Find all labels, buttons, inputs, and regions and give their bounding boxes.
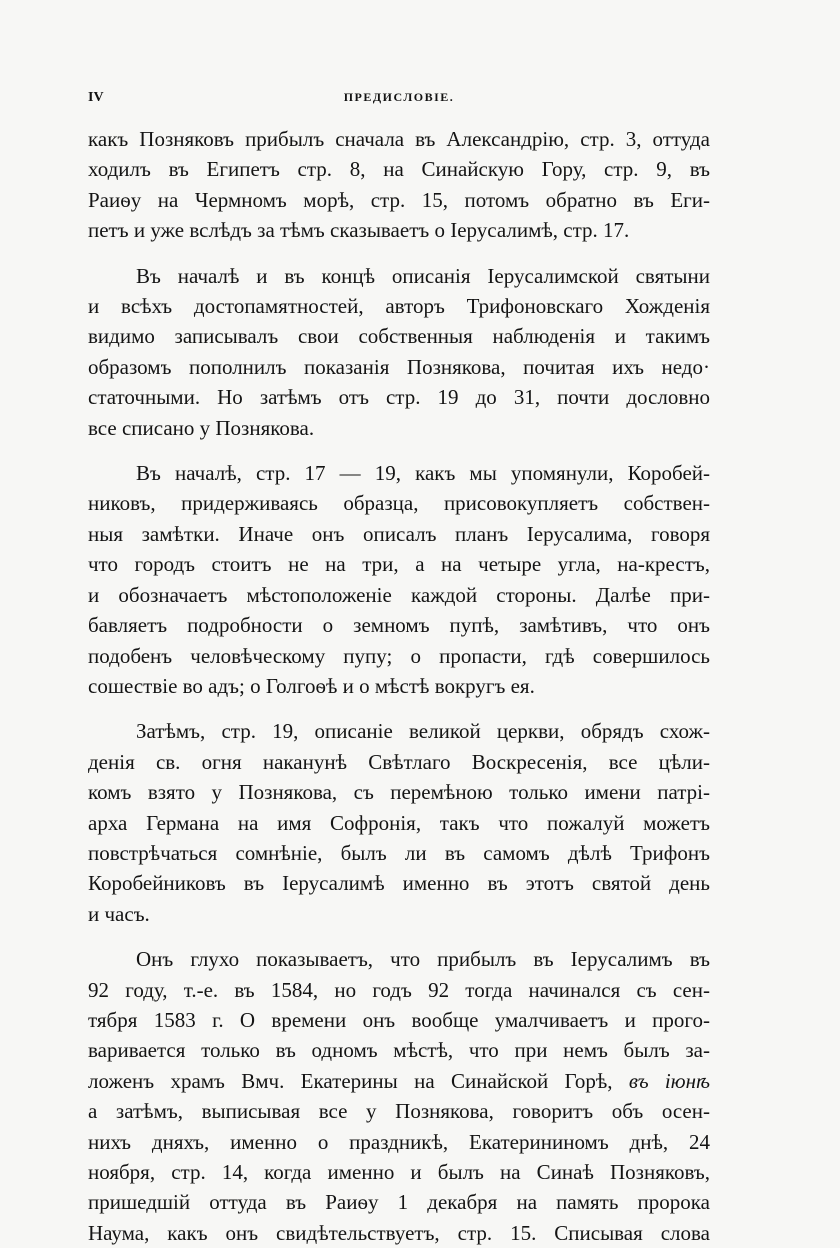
text-line: подобенъ человѣческому пупу; о пропасти, гдѣ совершилось: [88, 643, 710, 668]
text-line: тября 1583 г. О времени онъ вообще умалчиваетъ и прого-: [88, 1007, 710, 1032]
italic-phrase: въ іюнѣ: [628, 1068, 710, 1093]
text-line: [88, 1066, 710, 1096]
text-line: Затѣмъ, стр. 19, описаніе великой церкви, обрядъ схож-: [136, 719, 710, 744]
text-line: никовъ, придерживаясь образца, присовокупляетъ собствен-: [88, 491, 710, 516]
text-line: 92 году, т.-е. въ 1584, но годъ 92 тогда начинался съ сен-: [88, 977, 710, 1002]
text-line: Наума, какъ онъ свидѣтельствуетъ, стр. 15. Списывая слова: [88, 1220, 710, 1245]
text-line: Раиѳу на Чермномъ морѣ, стр. 15, потомъ обратно въ Еги-: [88, 187, 710, 212]
text-line: сошествіе во адъ; о Голгоѳѣ и о мѣстѣ вокругъ ея.: [88, 673, 535, 698]
text-line: и обозначаетъ мѣстоположеніе каждой стороны. Далѣе при-: [88, 582, 710, 607]
page-number: IV: [88, 90, 104, 105]
paragraph: [88, 124, 710, 246]
text-line-segment: ложенъ храмъ Вмч. Екатерины на Синайской Горѣ,: [88, 1068, 613, 1093]
body-text: [88, 124, 710, 1248]
text-line: а затѣмъ, выписывая все у Познякова, говоритъ объ осен-: [88, 1099, 710, 1124]
text-line: ходилъ въ Египетъ стр. 8, на Синайскую Гору, стр. 9, въ: [88, 157, 710, 182]
text-line: и часъ.: [88, 901, 150, 926]
paragraph: [88, 944, 710, 1248]
paragraph: [88, 261, 710, 443]
text-line: что городъ стоитъ не на три, а на четыре угла, на-крестъ,: [88, 552, 710, 577]
text-line: арха Германа на имя Софронія, такъ что пожалуй можетъ: [88, 810, 710, 835]
text-line: Въ началѣ, стр. 17 — 19, какъ мы упомянули, Коробей-: [136, 461, 710, 486]
text-line: статочными. Но затѣмъ отъ стр. 19 до 31, почти дословно: [88, 385, 710, 410]
paragraph: [88, 458, 710, 701]
text-line: видимо записывалъ свои собственныя наблюденія и такимъ: [88, 324, 710, 349]
page-header: [88, 90, 710, 114]
text-line: ноября, стр. 14, когда именно и былъ на Синаѣ Позняковъ,: [88, 1160, 710, 1184]
text-line: Въ началѣ и въ концѣ описанія Іерусалимской святыни: [136, 263, 710, 288]
text-line: нихъ дняхъ, именно о праздникѣ, Екатерининомъ днѣ, 24: [88, 1129, 710, 1154]
text-line: денія св. огня наканунѣ Свѣтлаго Воскресенія, все цѣли-: [88, 749, 710, 774]
text-line: повстрѣчаться сомнѣніе, былъ ли въ самомъ дѣлѣ Трифонъ: [88, 840, 710, 865]
text-line: Онъ глухо показываетъ, что прибылъ въ Іерусалимъ въ: [136, 947, 710, 972]
text-line: бавляетъ подробности о земномъ пупѣ, замѣтивъ, что онъ: [88, 613, 710, 638]
paragraph: [88, 716, 710, 929]
text-line: комъ взято у Познякова, съ перемѣною только имени патрі-: [88, 780, 710, 805]
text-line: пришедшій оттуда въ Раиѳу 1 декабря на память пророка: [88, 1190, 710, 1215]
text-line: петъ и уже вслѣдъ за тѣмъ сказываетъ о Іерусалимѣ, стр. 17.: [88, 218, 630, 243]
running-title: ПРЕДИСЛОВІЕ.: [343, 90, 455, 104]
text-line: образомъ пополнилъ показанія Познякова, почитая ихъ недо·: [88, 354, 710, 379]
text-line: все списано у Познякова.: [88, 415, 315, 440]
text-line: ныя замѣтки. Иначе онъ описалъ планъ Іерусалима, говоря: [88, 521, 710, 546]
text-line: Коробейниковъ въ Іерусалимѣ именно въ этотъ святой день: [88, 871, 710, 896]
text-line: варивается только въ одномъ мѣстѣ, что при немъ былъ за-: [88, 1038, 710, 1063]
text-line: и всѣхъ достопамятностей, авторъ Трифоновскаго Хожденія: [88, 294, 710, 319]
text-line: какъ Позняковъ прибылъ сначала въ Александрію, стр. 3, оттуда: [88, 127, 710, 151]
